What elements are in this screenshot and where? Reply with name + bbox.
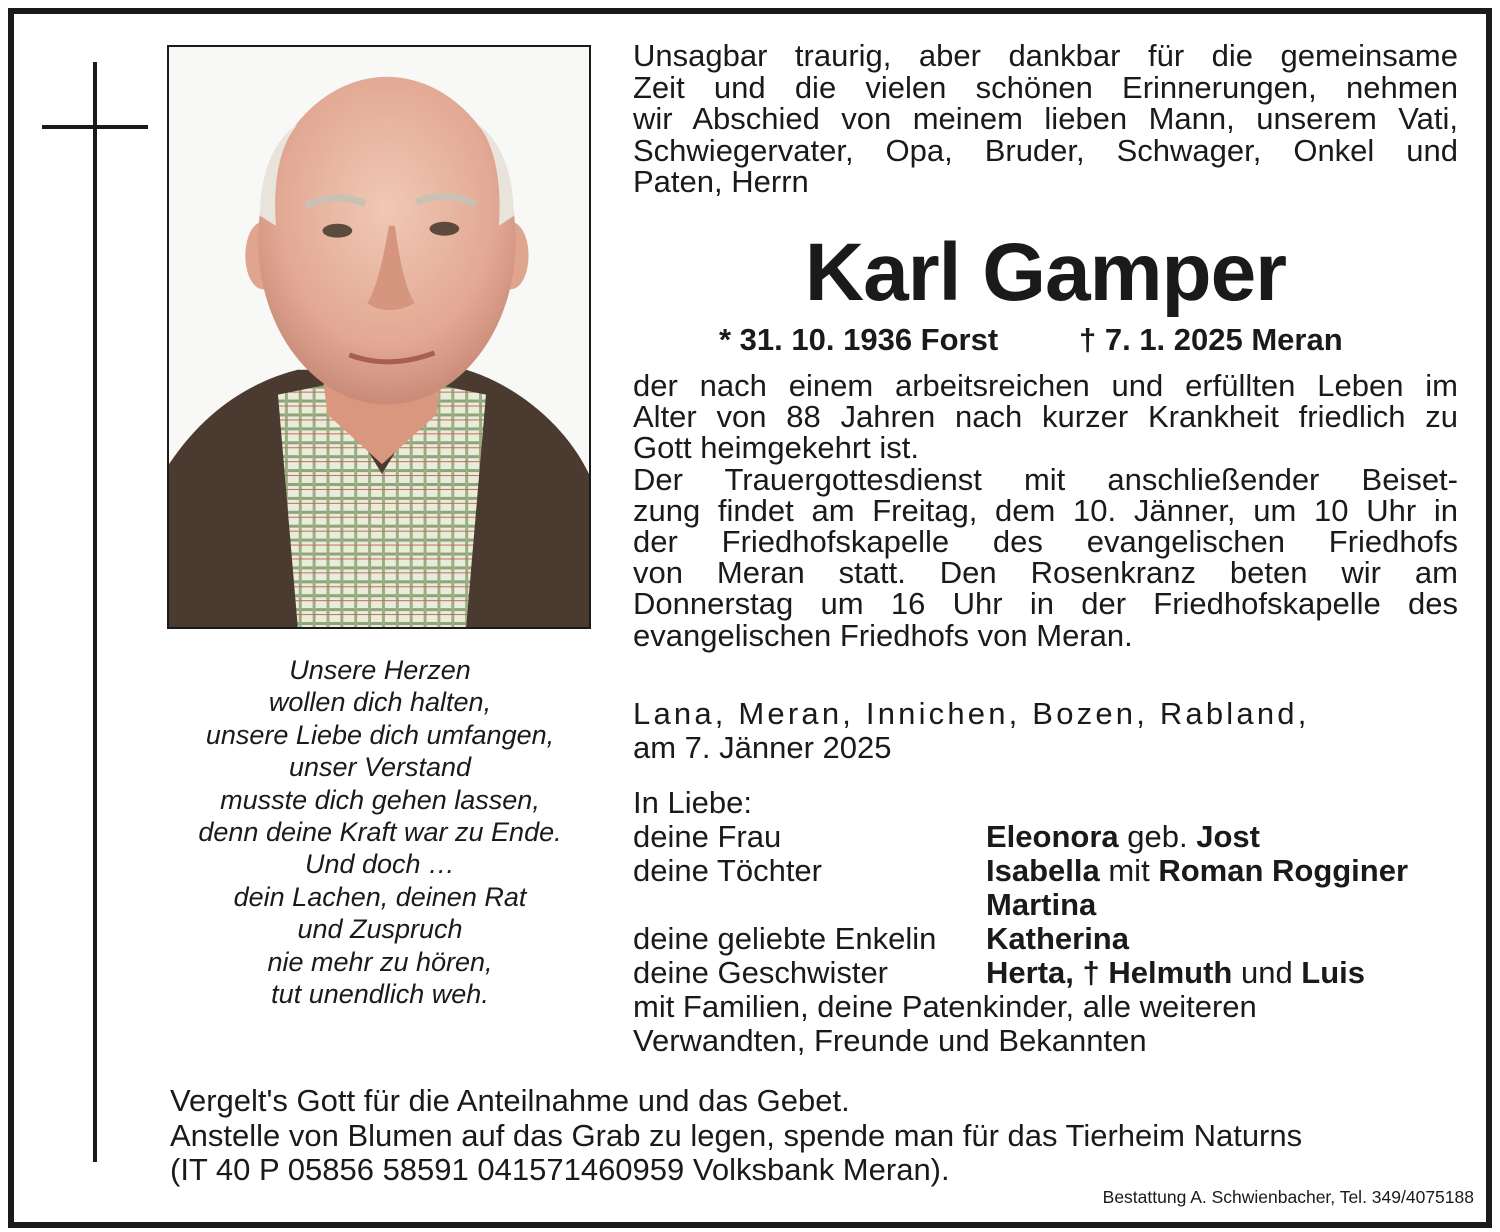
footer-text	[170, 1084, 1460, 1188]
relation-label: deine Töchter	[633, 853, 822, 888]
intro-line: wir Abschied von meinem lieben Mann, unserem Vati,	[633, 101, 1458, 136]
daughter-name: Isabella	[986, 853, 1100, 888]
deceased-name: Karl Gamper	[804, 227, 1287, 318]
family-names	[986, 854, 1408, 888]
family-closing-line: Verwandten, Freunde und Bekannten	[633, 1023, 1147, 1058]
death-date: † 7. 1. 2025 Meran	[1079, 322, 1343, 357]
footer-line: (IT 40 P 05856 58591 041571460959 Volksbank Meran).	[170, 1152, 950, 1187]
footer-line: Vergelt's Gott für die Anteilnahme und das Gebet.	[170, 1083, 850, 1118]
intro-line: Zeit und die vielen schönen Erinnerungen, nehmen	[633, 69, 1458, 105]
mit-text: mit	[1099, 853, 1159, 888]
grandchild-name: Katherina	[986, 921, 1129, 956]
geb-text: geb.	[1118, 819, 1197, 854]
poem-line: unsere Liebe dich umfangen,	[205, 719, 555, 750]
footer-line: Anstelle von Blumen auf das Grab zu legen, spende man für das Tierheim Naturns	[170, 1117, 1303, 1153]
poem-line: tut unendlich weh.	[271, 979, 489, 1010]
family-closing-line: mit Familien, deine Patenkinder, alle weiteren	[633, 989, 1257, 1024]
places-date	[633, 697, 1393, 765]
poem-line: Und doch …	[304, 849, 456, 880]
und-text: und	[1232, 955, 1302, 990]
body-line: Donnerstag um 16 Uhr in der Friedhofskapelle des	[633, 586, 1458, 622]
family-row-wife	[633, 820, 1473, 854]
body-line: Alter von 88 Jahren nach kurzer Krankheit friedlich zu	[633, 399, 1458, 435]
family-row-daughter2	[633, 888, 1473, 922]
relation-label: deine Geschwister	[633, 955, 889, 990]
birth-date: * 31. 10. 1936 Forst	[719, 322, 999, 357]
family-heading-row	[633, 786, 1473, 820]
poem	[172, 654, 588, 1010]
family-row-grandchild	[633, 922, 1473, 956]
poem-line: und Zuspruch	[297, 914, 463, 945]
family-names	[986, 888, 1096, 922]
portrait-illustration	[169, 47, 589, 627]
intro-line: Paten, Herrn	[633, 164, 809, 199]
body-line: zung findet am Freitag, dem 10. Jänner, um 10 Uhr in	[633, 492, 1458, 528]
poem-line: wollen dich halten,	[268, 687, 492, 718]
relation-label: deine Frau	[633, 819, 782, 854]
poem-line: denn deine Kraft war zu Ende.	[198, 817, 562, 848]
sibling-name: Luis	[1301, 955, 1366, 990]
intro-line: Unsagbar traurig, aber dankbar für die gemeinsame	[633, 38, 1458, 73]
portrait-photo	[167, 45, 591, 629]
body-line: der nach einem arbeitsreichen und erfüllten Leben im	[633, 368, 1458, 403]
family-row-siblings	[633, 956, 1473, 990]
intro-line: Schwiegervater, Opa, Bruder, Schwager, Onkel und	[633, 132, 1458, 168]
body-line: von Meran statt. Den Rosenkranz beten wir am	[633, 555, 1458, 591]
relation-label: deine geliebte Enkelin	[633, 921, 937, 956]
partner-name: Roman Rogginer	[1158, 853, 1409, 888]
family-names	[986, 956, 1365, 990]
poem-line: Unsere Herzen	[289, 655, 471, 685]
family-heading: In Liebe:	[633, 785, 752, 820]
poem-line: unser Verstand	[288, 752, 472, 783]
undertaker-credit: Bestattung A. Schwienbacher, Tel. 349/4075188	[1102, 1187, 1474, 1207]
body-line: evangelischen Friedhofs von Meran.	[633, 617, 1133, 653]
family-names	[986, 922, 1129, 956]
poem-line: musste dich gehen lassen,	[220, 784, 540, 815]
body-line: der Friedhofskapelle des evangelischen Friedhofs	[633, 524, 1458, 560]
wife-name: Eleonora	[986, 819, 1119, 854]
places-line: Lana, Meran, Innichen, Bozen, Rabland,	[633, 696, 1310, 731]
body-text	[633, 370, 1458, 651]
cross-icon-bar	[42, 125, 148, 129]
family-names	[986, 820, 1260, 854]
body-line: Gott heimgekehrt ist.	[633, 430, 920, 466]
maiden-name: Jost	[1196, 819, 1260, 854]
body-line: Der Trauergottesdienst mit anschließender Beiset-	[633, 461, 1458, 497]
poem-line: nie mehr zu hören,	[267, 946, 493, 977]
family-row-daughters	[633, 854, 1473, 888]
family-list	[633, 786, 1473, 1058]
cross-icon	[93, 62, 97, 1162]
poem-line: dein Lachen, deinen Rat	[233, 881, 527, 912]
daughter-name: Martina	[986, 887, 1097, 922]
life-dates	[633, 322, 1458, 358]
date-line: am 7. Jänner 2025	[633, 730, 892, 765]
intro-text	[633, 40, 1458, 198]
sibling-names: Herta, † Helmuth	[986, 955, 1233, 990]
